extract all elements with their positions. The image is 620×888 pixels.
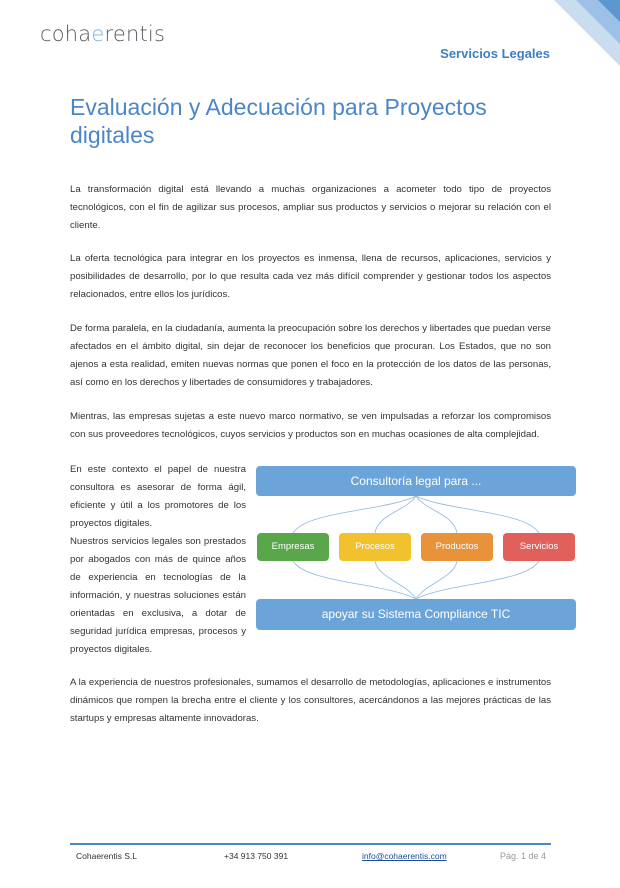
side-paragraph: En este contexto el papel de nuestra consultora es asesorar de forma ágil, eficiente y útil a los promotores de los proyectos digitales. xyxy=(70,464,246,529)
paragraph: La transformación digital está llevando a muchas organizaciones a acometer todo tipo de proyectos tecnológicos, con el fin de agilizar sus procesos, ampliar sus productos y servicios o mejorar su relación con el cliente. xyxy=(70,184,551,231)
diagram-top-box: Consultoría legal para ... xyxy=(256,466,576,496)
chip-productos: Productos xyxy=(421,533,493,561)
services-diagram xyxy=(256,466,576,630)
footer-company: Cohaerentis S.L xyxy=(76,851,137,861)
footer-divider xyxy=(70,843,551,845)
company-logo: cohaerentis xyxy=(40,22,166,46)
diagram-bottom-box: apoyar su Sistema Compliance TIC xyxy=(256,599,576,630)
page-number: Pág. 1 de 4 xyxy=(500,851,547,861)
closing-paragraph: A la experiencia de nuestros profesionales, sumamos el desarrollo de metodologías, aplicaciones e instrumentos dinámicos que rompen la brecha entre el cliente y los consultores, acercándonos a las mejores prácticas de las startups y empresas altamente innovadoras. xyxy=(70,677,551,724)
side-paragraph: Nuestros servicios legales son prestados por abogados con más de quince años de experiencia en tecnologías de la información, y nuestras soluciones están orientadas en exclusiva, a dotar de seguridad jurídica empresas, procesos y proyectos digitales. xyxy=(70,536,246,655)
chip-empresas: Empresas xyxy=(257,533,329,561)
paragraph: Mientras, las empresas sujetas a este nuevo marco normativo, se ven impulsadas a reforzar los compromisos con sus proveedores tecnológicos, cuyos servicios y productos son en muchas ocasiones de alta complejidad. xyxy=(70,411,551,440)
chip-servicios: Servicios xyxy=(503,533,575,561)
corner-decoration xyxy=(554,0,620,66)
footer-phone: +34 913 750 391 xyxy=(224,851,289,861)
paragraph: De forma paralela, en la ciudadanía, aumenta la preocupación sobre los derechos y libertades que puedan verse afectados en el ámbito digital, sin dejar de reconocer los beneficios que procuran. Los Estados, que no son ajenos a esta realidad, emiten nuevas normas que ponen el foco en la protección de los datos de las personas, así como en los derechos y libertades de consumidores y trabajadores. xyxy=(70,323,551,388)
chip-procesos: Procesos xyxy=(339,533,411,561)
paragraph: La oferta tecnológica para integrar en los proyectos es inmensa, llena de recursos, aplicaciones, servicios y posibilidades de desarrollo, por lo que resulta cada vez más difícil comprender y gestionar todos los aspectos relacionados, entre ellos los jurídicos. xyxy=(70,253,551,300)
footer-email-link[interactable]: info@cohaerentis.com xyxy=(362,851,447,861)
document-title: Evaluación y Adecuación para Proyectos digitales xyxy=(70,94,487,148)
section-label: Servicios Legales xyxy=(440,46,550,61)
